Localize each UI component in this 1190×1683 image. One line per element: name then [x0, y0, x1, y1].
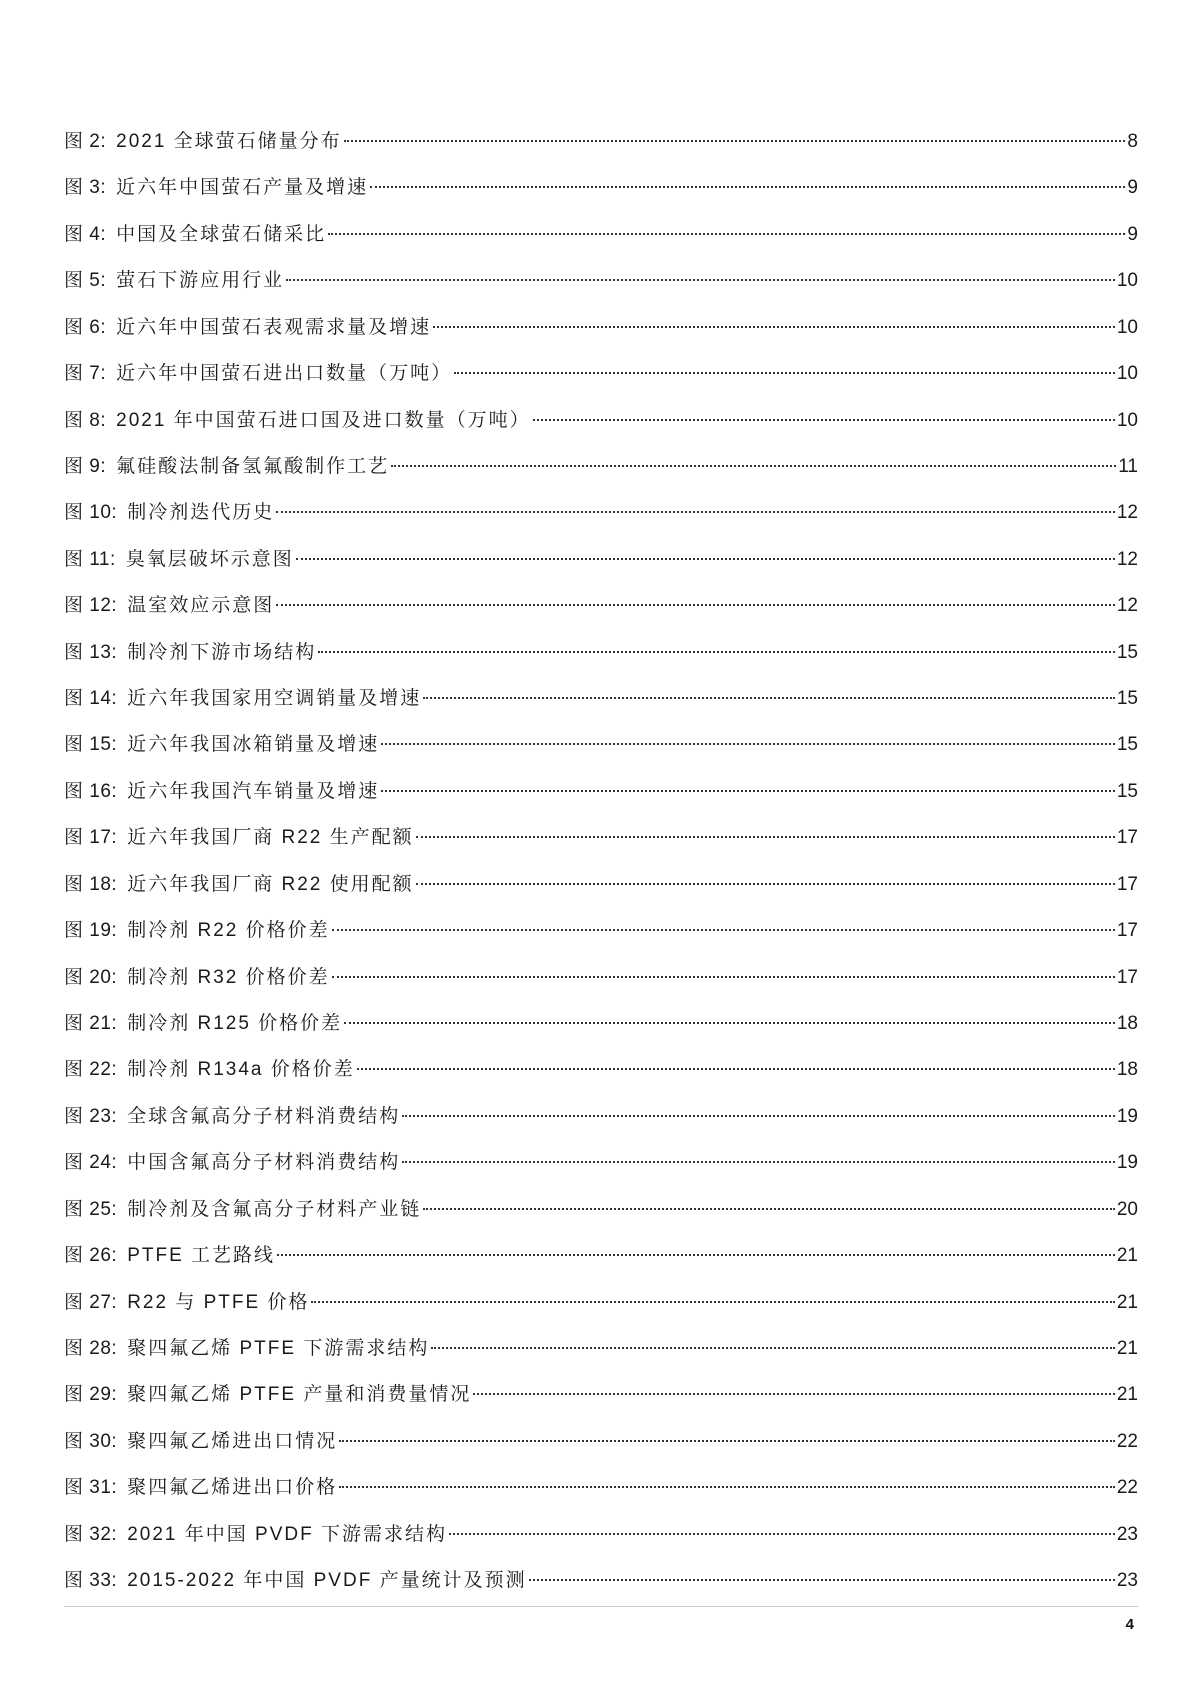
- page-reference: 10: [1116, 363, 1138, 385]
- dot-leader: [311, 1301, 1114, 1303]
- toc-entry[interactable]: [64, 490, 1138, 536]
- figure-title: 近六年我国汽车销量及增速: [127, 780, 380, 802]
- page-reference: 10: [1116, 270, 1138, 292]
- dot-leader: [473, 1393, 1115, 1395]
- toc-entry[interactable]: [64, 119, 1138, 165]
- figure-title: 萤石下游应用行业: [116, 270, 285, 292]
- figure-label: 图 10:: [64, 502, 118, 524]
- figure-title: 近六年中国萤石进出口数量（万吨）: [116, 363, 453, 385]
- figure-title: 聚四氟乙烯进出口情况: [127, 1430, 338, 1452]
- toc-entry[interactable]: [64, 212, 1138, 258]
- figure-label: 图 30:: [64, 1430, 118, 1452]
- toc-entry[interactable]: [64, 1187, 1138, 1233]
- dot-leader: [529, 1579, 1115, 1581]
- figure-label: 图 11:: [64, 548, 116, 570]
- dot-leader: [286, 279, 1115, 281]
- page-number: 4: [1125, 1616, 1134, 1633]
- figure-title: PTFE 工艺路线: [127, 1245, 276, 1267]
- dot-leader: [454, 372, 1115, 374]
- figure-title: 近六年我国厂商 R22 生产配额: [127, 827, 414, 849]
- figure-label: 图 16:: [64, 780, 118, 802]
- dot-leader: [433, 326, 1115, 328]
- page-reference: 15: [1116, 780, 1138, 802]
- figure-title: 制冷剂 R125 价格价差: [127, 1013, 343, 1035]
- page-reference: 22: [1116, 1430, 1138, 1452]
- toc-entry[interactable]: [64, 258, 1138, 304]
- page-reference: 12: [1116, 595, 1138, 617]
- figure-title: 制冷剂及含氟高分子材料产业链: [127, 1198, 422, 1220]
- dot-leader: [402, 1161, 1115, 1163]
- figure-label: 图 7:: [64, 363, 107, 385]
- figure-label: 图 17:: [64, 827, 118, 849]
- figure-label: 图 22:: [64, 1059, 118, 1081]
- toc-entry[interactable]: [64, 722, 1138, 768]
- dot-leader: [318, 651, 1115, 653]
- figure-title: 温室效应示意图: [127, 595, 275, 617]
- dot-leader: [449, 1533, 1115, 1535]
- toc-entry[interactable]: [64, 1094, 1138, 1140]
- figure-label: 图 19:: [64, 920, 118, 942]
- dot-leader: [381, 743, 1115, 745]
- figure-label: 图 2:: [64, 131, 107, 152]
- page-reference: 11: [1118, 455, 1138, 477]
- toc-entry[interactable]: [64, 165, 1138, 211]
- dot-leader: [332, 976, 1115, 978]
- figure-label: 图 14:: [64, 688, 118, 710]
- page-reference: 21: [1116, 1291, 1138, 1313]
- figure-title: 聚四氟乙烯 PTFE 产量和消费量情况: [127, 1384, 472, 1406]
- toc-entry[interactable]: [64, 583, 1138, 629]
- page-reference: 10: [1116, 409, 1138, 431]
- figure-title: 制冷剂下游市场结构: [127, 641, 317, 663]
- page-reference: 21: [1116, 1337, 1138, 1359]
- figure-title: 2021 年中国萤石进口国及进口数量（万吨）: [116, 409, 531, 431]
- figure-title: 制冷剂 R22 价格价差: [127, 920, 330, 942]
- dot-leader: [357, 1068, 1115, 1070]
- toc-entry[interactable]: [64, 1558, 1138, 1604]
- figure-title: 近六年我国厂商 R22 使用配额: [127, 873, 414, 895]
- toc-entry[interactable]: [64, 1372, 1138, 1418]
- toc-entry[interactable]: [64, 1233, 1138, 1279]
- figure-label: 图 31:: [64, 1477, 118, 1499]
- figure-label: 图 20:: [64, 966, 118, 988]
- figure-title: 近六年中国萤石产量及增速: [116, 177, 369, 199]
- page-reference: 15: [1116, 688, 1138, 710]
- toc-entry[interactable]: [64, 351, 1138, 397]
- figure-label: 图 6:: [64, 316, 107, 338]
- figure-title: 制冷剂 R134a 价格价差: [127, 1059, 355, 1081]
- page-reference: 19: [1116, 1105, 1138, 1127]
- figure-title: 近六年我国冰箱销量及增速: [127, 734, 380, 756]
- dot-leader: [339, 1440, 1115, 1442]
- figure-label: 图 18:: [64, 873, 118, 895]
- figure-label: 图 26:: [64, 1245, 118, 1267]
- figure-title: 聚四氟乙烯进出口价格: [127, 1477, 338, 1499]
- toc-entry[interactable]: [64, 1419, 1138, 1465]
- toc-entry[interactable]: [64, 398, 1138, 444]
- page-reference: 21: [1116, 1245, 1138, 1267]
- figure-label: 图 13:: [64, 641, 118, 663]
- page-reference: 21: [1116, 1384, 1138, 1406]
- figure-title: 2021 全球萤石储量分布: [116, 131, 342, 152]
- figure-label: 图 25:: [64, 1198, 118, 1220]
- toc-entry[interactable]: [64, 908, 1138, 954]
- toc-entry[interactable]: [64, 955, 1138, 1001]
- figure-title: 臭氧层破坏示意图: [125, 548, 294, 570]
- figure-label: 图 32:: [64, 1523, 118, 1545]
- page-reference: 18: [1116, 1013, 1138, 1035]
- toc-entry[interactable]: [64, 1047, 1138, 1093]
- page-reference: 17: [1116, 966, 1138, 988]
- figure-label: 图 9:: [64, 455, 107, 477]
- dot-leader: [402, 1115, 1115, 1117]
- figure-label: 图 29:: [64, 1384, 118, 1406]
- figure-title: 近六年中国萤石表观需求量及增速: [116, 316, 432, 338]
- dot-leader: [423, 697, 1115, 699]
- dot-leader: [423, 1208, 1115, 1210]
- dot-leader: [276, 604, 1115, 606]
- toc-entry[interactable]: [64, 1001, 1138, 1047]
- page-reference: 15: [1116, 641, 1138, 663]
- toc-entry[interactable]: [64, 1140, 1138, 1186]
- page-reference: 9: [1127, 177, 1138, 199]
- figure-label: 图 27:: [64, 1291, 118, 1313]
- dot-leader: [344, 140, 1126, 142]
- figure-label: 图 8:: [64, 409, 107, 431]
- page-reference: 8: [1127, 131, 1138, 152]
- dot-leader: [416, 836, 1115, 838]
- page-reference: 18: [1116, 1059, 1138, 1081]
- toc-entry[interactable]: [64, 630, 1138, 676]
- dot-leader: [276, 511, 1115, 513]
- figure-label: 图 4:: [64, 223, 107, 245]
- figure-label: 图 12:: [64, 595, 118, 617]
- figure-label: 图 23:: [64, 1105, 118, 1127]
- page-reference: 23: [1116, 1570, 1138, 1592]
- toc-entry[interactable]: [64, 769, 1138, 815]
- dot-leader: [431, 1347, 1115, 1349]
- figure-label: 图 28:: [64, 1337, 118, 1359]
- figure-title: R22 与 PTFE 价格: [127, 1291, 310, 1313]
- page-reference: 19: [1116, 1152, 1138, 1174]
- dot-leader: [370, 186, 1125, 188]
- figure-label: 图 3:: [64, 177, 107, 199]
- toc-entry[interactable]: [64, 1280, 1138, 1326]
- page-reference: 17: [1116, 873, 1138, 895]
- page-reference: 12: [1116, 502, 1138, 524]
- toc-entry[interactable]: [64, 676, 1138, 722]
- dot-leader: [332, 929, 1115, 931]
- toc-entry[interactable]: [64, 1512, 1138, 1558]
- figure-title: 2015-2022 年中国 PVDF 产量统计及预测: [127, 1570, 527, 1592]
- figure-title: 制冷剂迭代历史: [127, 502, 275, 524]
- page-reference: 9: [1127, 223, 1138, 245]
- toc-entry[interactable]: [64, 537, 1138, 583]
- figure-label: 图 24:: [64, 1152, 118, 1174]
- figure-title: 全球含氟高分子材料消费结构: [127, 1105, 401, 1127]
- dot-leader: [344, 1022, 1115, 1024]
- dot-leader: [339, 1486, 1115, 1488]
- figure-title: 近六年我国家用空调销量及增速: [127, 688, 422, 710]
- toc-entry[interactable]: [64, 815, 1138, 861]
- dot-leader: [277, 1254, 1115, 1256]
- toc-entry[interactable]: [64, 1465, 1138, 1511]
- page-reference: 23: [1116, 1523, 1138, 1545]
- page-reference: 17: [1116, 920, 1138, 942]
- dot-leader: [416, 883, 1115, 885]
- dot-leader: [328, 233, 1125, 235]
- page-reference: 10: [1116, 316, 1138, 338]
- figure-label: 图 15:: [64, 734, 118, 756]
- footer-divider: [64, 1606, 1138, 1607]
- page-reference: 15: [1116, 734, 1138, 756]
- figure-label: 图 21:: [64, 1013, 118, 1035]
- figure-title: 2021 年中国 PVDF 下游需求结构: [127, 1523, 447, 1545]
- figure-table-of-contents: [64, 119, 1138, 1605]
- page-reference: 20: [1116, 1198, 1138, 1220]
- toc-entry[interactable]: [64, 862, 1138, 908]
- page-reference: 22: [1116, 1477, 1138, 1499]
- page-reference: 17: [1116, 827, 1138, 849]
- figure-title: 制冷剂 R32 价格价差: [127, 966, 330, 988]
- page-reference: 12: [1116, 548, 1138, 570]
- dot-leader: [381, 790, 1115, 792]
- toc-entry[interactable]: [64, 305, 1138, 351]
- toc-entry[interactable]: [64, 444, 1138, 490]
- figure-label: 图 5:: [64, 270, 107, 292]
- dot-leader: [533, 419, 1115, 421]
- figure-label: 图 33:: [64, 1570, 118, 1592]
- figure-title: 中国含氟高分子材料消费结构: [127, 1152, 401, 1174]
- dot-leader: [296, 558, 1115, 560]
- dot-leader: [391, 465, 1116, 467]
- figure-title: 氟硅酸法制备氢氟酸制作工艺: [116, 455, 390, 477]
- figure-title: 聚四氟乙烯 PTFE 下游需求结构: [127, 1337, 430, 1359]
- figure-title: 中国及全球萤石储采比: [116, 223, 327, 245]
- toc-entry[interactable]: [64, 1326, 1138, 1372]
